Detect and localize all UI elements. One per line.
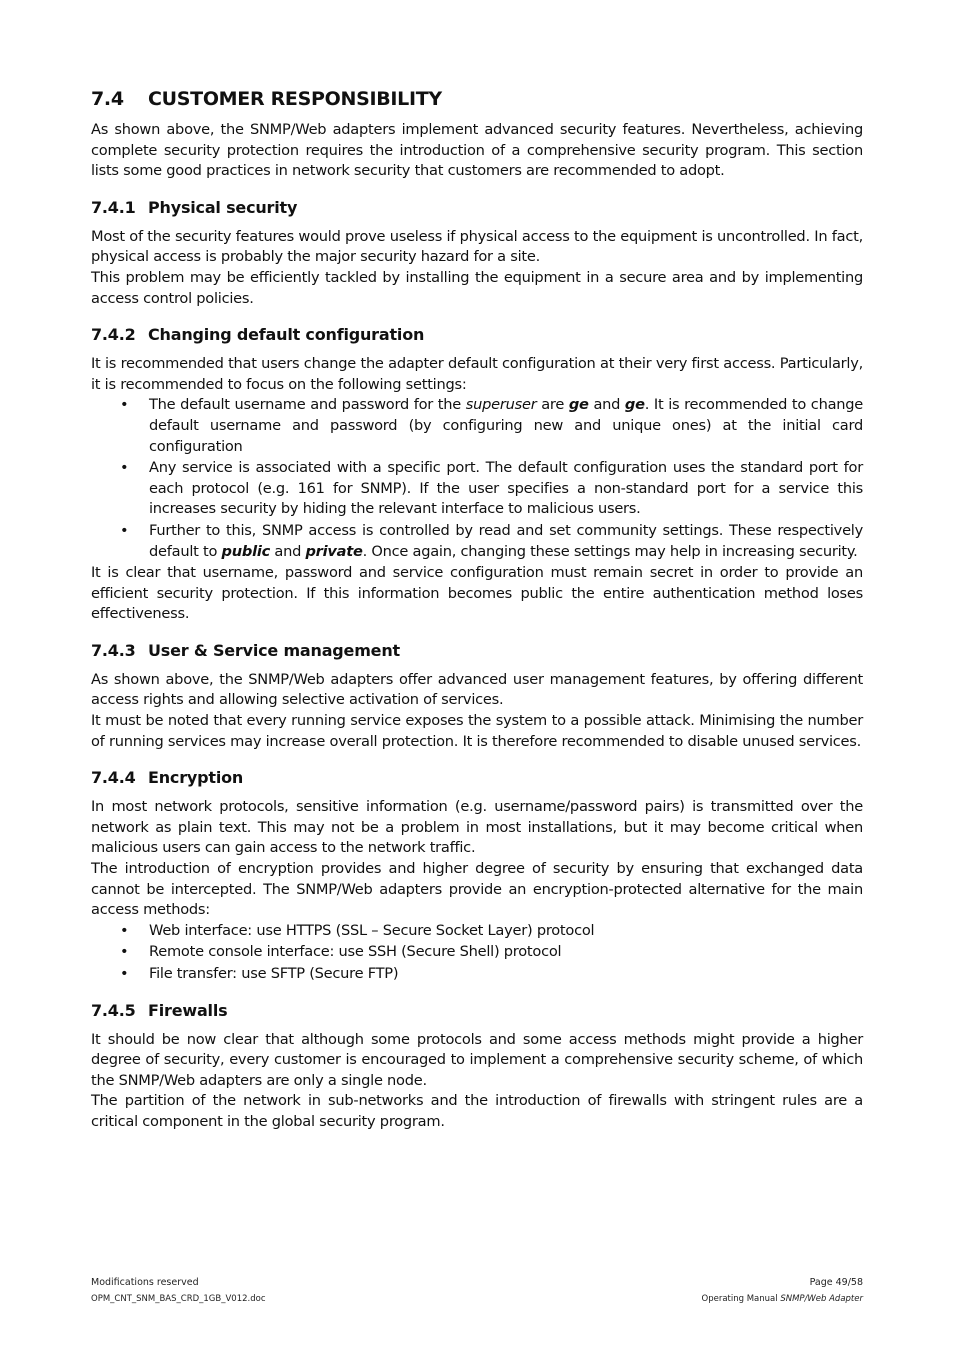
paragraph: The introduction of encryption provides and higher degree of security by ensuring that exchanged data cannot be intercepted. The SNMP/Web adapters provide an encryption-protected alternative for the main access methods: [91, 860, 863, 919]
paragraph: Most of the security features would prove useless if physical access to the equipment is uncontrolled. In fact, physical access is probably the major security hazard for a site. [91, 227, 863, 266]
list-item: • Further to this, SNMP access is controlled by read and set community settings. These respectively default to public and private. Once again, changing these settings may help in increasing security. [149, 521, 863, 562]
paragraph: This problem may be efficiently tackled by installing the equipment in a secure area and by implementing access control policies. [91, 268, 863, 307]
heading-user-service-management: 7.4.3 User & Service management [91, 640, 400, 660]
paragraph: It is recommended that users change the adapter default configuration at their very first access. Particularly, it is recommended to focus on the following settings: [91, 355, 863, 393]
list-item: • Web interface: use HTTPS (SSL – Secure Socket Layer) protocol [149, 921, 863, 942]
list-item: • File transfer: use SFTP (Secure FTP) [149, 964, 863, 985]
paragraph: In most network protocols, sensitive information (e.g. username/password pairs) is transmitted over the network as plain text. This may not be a problem in most installations, but it may become critical when malicious users can gain access to the network traffic. [91, 798, 863, 857]
document-page [91, 88, 863, 1133]
footer-modifications: Modifications reserved [91, 1277, 199, 1288]
list-item: • Remote console interface: use SSH (Secure Shell) protocol [149, 942, 863, 963]
section-number: 7.4 [91, 88, 124, 110]
section-heading [91, 88, 863, 110]
footer-manual-title: Operating Manual SNMP/Web Adapter [701, 1294, 863, 1304]
heading-firewalls: 7.4.5 Firewalls [91, 1000, 228, 1020]
bullet-list [91, 395, 863, 562]
list-item: • The default username and password for the superuser are ge and ge. It is recommended to change default username and password (by configuring new and unique ones) at the initial card configuration [149, 395, 863, 457]
list-item: • Any service is associated with a specific port. The default configuration uses the standard port for each protocol (e.g. 161 for SNMP). If the user specifies a non-standard port for a service this increases security by hiding the relevant interface to malicious users. [149, 458, 863, 520]
heading-encryption: 7.4.4 Encryption [91, 768, 244, 788]
page-footer [91, 1275, 863, 1307]
paragraph: It should be now clear that although some protocols and some access methods might provide a higher degree of security, every customer is encouraged to implement a comprehensive security scheme, of which the SNMP/Web adapters are only a single node. [91, 1030, 863, 1089]
paragraph: It is clear that username, password and service configuration must remain secret in order to provide an efficient security protection. If this information becomes public the entire authentication method loses effectiveness. [91, 564, 863, 623]
bullet-list [91, 921, 863, 985]
footer-doc-id: OPM_CNT_SNM_BAS_CRD_1GB_V012.doc [91, 1294, 266, 1304]
paragraph: As shown above, the SNMP/Web adapters offer advanced user management features, by offering different access rights and allowing selective activation of services. [91, 670, 863, 709]
heading-changing-default-configuration: 7.4.2 Changing default configuration [91, 325, 425, 345]
footer-page-number: Page 49/58 [809, 1277, 863, 1288]
paragraph: The partition of the network in sub-networks and the introduction of firewalls with stringent rules are a critical component in the global security program. [91, 1092, 863, 1130]
section-title: CUSTOMER RESPONSIBILITY [148, 88, 442, 110]
section-intro: As shown above, the SNMP/Web adapters implement advanced security features. Nevertheless, achieving complete security protection requires the introduction of a comprehensive security program. This section lists some good practices in network security that customers are recommended to adopt. [91, 121, 863, 180]
heading-physical-security: 7.4.1 Physical security [91, 197, 298, 217]
paragraph: It must be noted that every running service exposes the system to a possible attack. Minimising the number of running services may increase overall protection. It is therefore recommended to disable unused services. [91, 712, 863, 750]
